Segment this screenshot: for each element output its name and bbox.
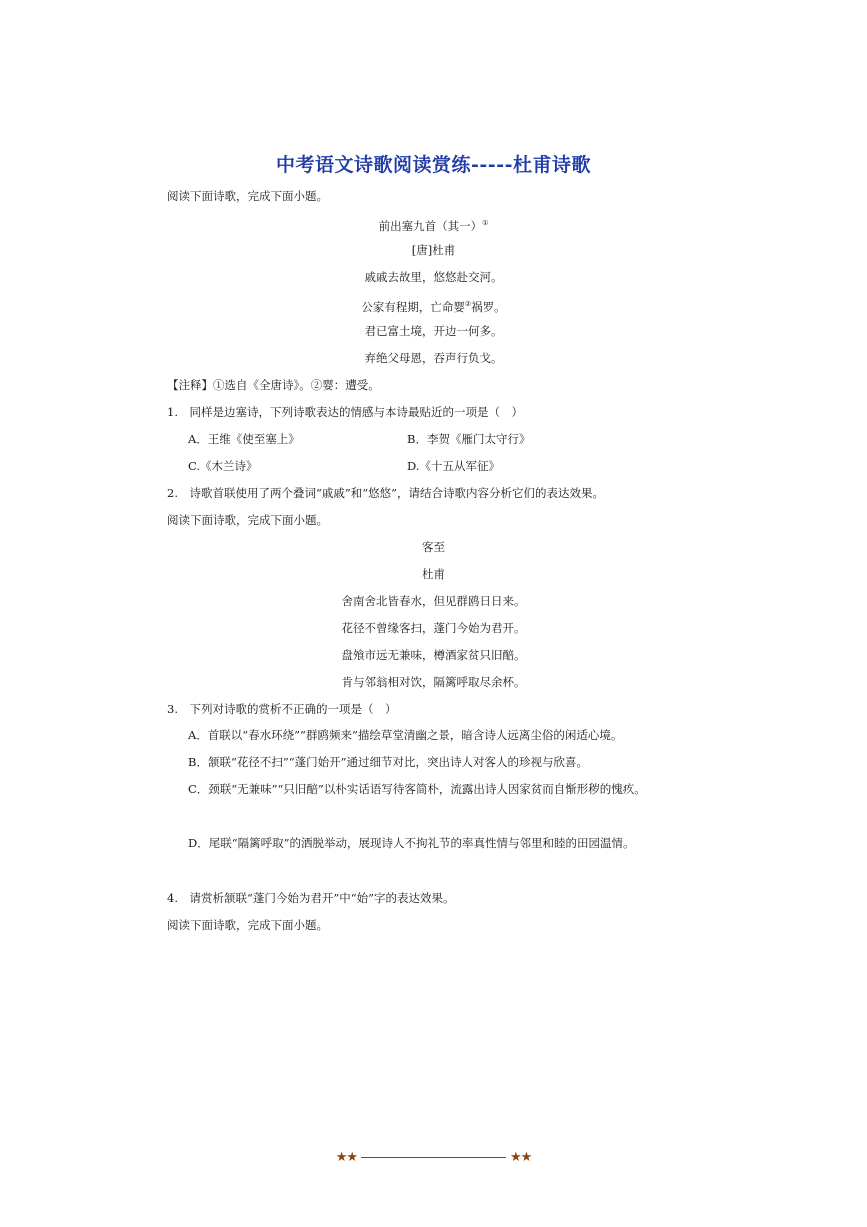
poem1-line-4: 弃绝父母恩，吞声行负戈。 — [364, 351, 503, 365]
poem2-author: 杜甫 — [422, 567, 445, 581]
poem2-line-4: 肯与邻翁相对饮，隔篱呼取尽余杯。 — [341, 675, 526, 689]
question-1-stem: 1. 同样是边塞诗，下列诗歌表达的情感与本诗最贴近的一项是（ ） — [167, 405, 523, 419]
question-3-option-c: C．颈联“无兼味”“只旧醅”以朴实话语写待客简朴，流露出诗人因家贫而自惭形秽的愧疚。 — [188, 782, 646, 796]
question-3-option-b: B．颔联“花径不扫”“蓬门始开”通过细节对比，突出诗人对客人的珍视与欣喜。 — [188, 755, 588, 769]
question-4-stem: 4. 请赏析颔联“蓬门今始为君开”中“始”字的表达效果。 — [167, 891, 455, 905]
poem1-line-1: 戚戚去故里，悠悠赴交河。 — [364, 270, 503, 284]
poem1-line-2-note-mark: ② — [464, 300, 472, 308]
poem2-line-2: 花径不曾缘客扫，蓬门今始为君开。 — [341, 621, 526, 635]
poem1-line-3: 君已富土境，开边一何多。 — [364, 324, 503, 338]
question-3-option-d: D．尾联“隔篱呼取”的洒脱举动，展现诗人不拘礼节的率真性情与邻里和睦的田园温情。 — [188, 836, 635, 850]
poem2-title: 客至 — [422, 540, 445, 554]
footer-left-stars: ★★ — [335, 1150, 357, 1165]
question-2-stem: 2. 诗歌首联使用了两个叠词“戚戚”和“悠悠”，请结合诗歌内容分析它们的表达效果。 — [167, 486, 604, 500]
poem1-title-note-mark: ① — [482, 219, 489, 227]
question-1-option-b: B．李贺《雁门太守行》 — [407, 432, 531, 446]
footer-right-stars: ★★ — [510, 1150, 532, 1165]
poem2-line-1: 舍南舍北皆春水，但见群鸥日日来。 — [341, 594, 526, 608]
question-3-stem: 3. 下列对诗歌的赏析不正确的一项是（ ） — [167, 702, 397, 716]
poem1-author: [唐]杜甫 — [411, 243, 456, 257]
poem2-line-3: 盘飧市远无兼味，樽酒家贫只旧醅。 — [341, 648, 526, 662]
section2-intro: 阅读下面诗歌，完成下面小题。 — [167, 513, 328, 527]
section1-intro: 阅读下面诗歌，完成下面小题。 — [167, 189, 328, 203]
poem1-notes: 【注释】①选自《全唐诗》。②婴：遭受。 — [167, 378, 380, 392]
section3-intro: 阅读下面诗歌，完成下面小题。 — [167, 918, 328, 932]
poem1-line-2-tail: 祸罗。 — [471, 299, 506, 314]
poem1-line-2 — [0, 296, 867, 315]
poem1-line-2-head: 公家有程期，亡命婴 — [361, 299, 465, 314]
page-title: 中考语文诗歌阅读赏练-----杜甫诗歌 — [276, 154, 591, 176]
poem1-title-line — [0, 215, 867, 234]
footer-ornament — [0, 1150, 867, 1165]
question-1-option-d: D.《十五从军征》 — [407, 459, 500, 473]
footer-rule — [361, 1157, 506, 1158]
question-1-option-a: A．王维《使至塞上》 — [188, 432, 300, 446]
question-3-option-a: A．首联以“春水环绕”“群鸥频来”描绘草堂清幽之景，暗含诗人远离尘俗的闲适心境。 — [188, 728, 623, 742]
poem1-title: 前出塞九首（其一） — [378, 218, 483, 233]
question-1-option-c: C.《木兰诗》 — [188, 459, 258, 473]
